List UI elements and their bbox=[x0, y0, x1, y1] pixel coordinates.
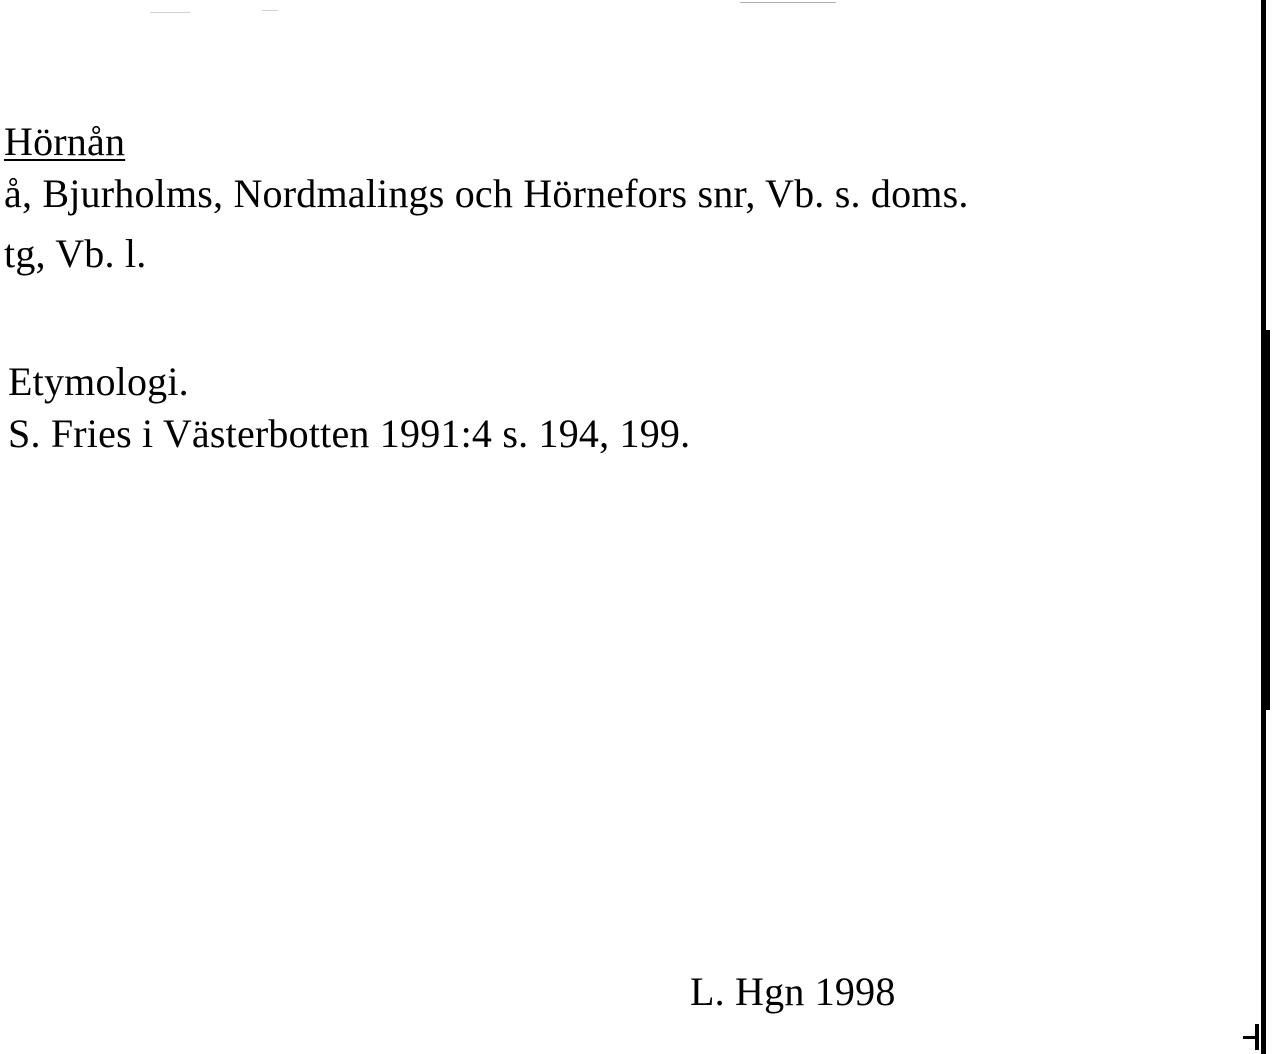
etymology-reference: S. Fries i Västerbotten 1991:4 s. 194, 199. bbox=[8, 411, 691, 456]
description-line-2: tg, Vb. l. bbox=[4, 231, 147, 276]
card-edge-shadow bbox=[1262, 330, 1270, 710]
headword: Hörnån bbox=[4, 119, 126, 164]
scan-artifact bbox=[740, 2, 836, 3]
signature: L. Hgn 1998 bbox=[690, 969, 896, 1014]
scan-artifact bbox=[262, 10, 278, 11]
description-line-1: å, Bjurholms, Nordmalings och Hörnefors snr, Vb. s. doms. bbox=[4, 171, 969, 216]
scan-artifact bbox=[150, 12, 190, 13]
etymology-heading: Etymologi. bbox=[8, 359, 189, 404]
corner-tick bbox=[1255, 1024, 1259, 1050]
